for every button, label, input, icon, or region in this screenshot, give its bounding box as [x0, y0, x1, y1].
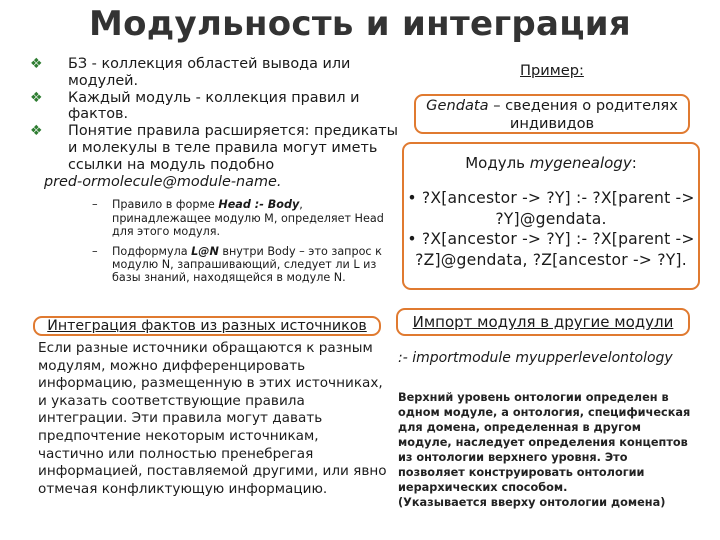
sub-bullet-em: Head :- Body: [218, 198, 300, 212]
bullet-text: БЗ - коллекция областей вывода или модулей.: [68, 56, 351, 89]
sub-bullet-pre: Правило в форме: [112, 198, 219, 212]
module-name: mygenealogy: [529, 154, 632, 172]
sub-bullet-item: [92, 245, 400, 285]
module-title: [404, 154, 698, 172]
diamond-bullet-icon: ❖: [30, 123, 43, 140]
module-rule: • ?X[ancestor -> ?Y] :- ?X[parent -> ?Z]@gendata, ?Z[ancestor -> ?Y].: [407, 230, 695, 269]
bullet-text: Каждый модуль - коллекция правил и фактов.: [68, 89, 360, 123]
pred-module-text: pred-ormolecule@module-name: [44, 173, 277, 190]
bullet-text: Понятие правила расширяется: предикаты и молекулы в теле правила могут иметь ссылки на модуль подобно: [68, 123, 399, 173]
bullet-item: [30, 56, 400, 90]
gendata-desc: – сведения о родителях индивидов: [488, 97, 678, 132]
dash-bullet-icon: –: [92, 198, 98, 212]
example-label: Пример:: [520, 62, 584, 79]
import-text-block: [398, 390, 698, 510]
integration-heading: Интеграция фактов из разных источников: [47, 318, 367, 334]
sub-bullet-item: [92, 198, 400, 238]
sub-bullet-em: L@N: [191, 244, 219, 258]
module-prefix: Модуль: [465, 154, 530, 172]
dash-bullet-icon: –: [92, 244, 98, 258]
import-heading-box: [396, 308, 690, 336]
sub-bullet-post: внутри Body – это запрос к модулю N, запрашивающий, следует ли L из базы знаний, находящейся в модуле N.: [112, 244, 382, 285]
import-note: (Указывается вверху онтологии домена): [398, 496, 666, 509]
import-command: :- importmodule myupperlevelontology: [398, 350, 673, 366]
bullet-list: [30, 56, 400, 285]
slide-title: Модульность и интеграция: [88, 4, 632, 44]
import-heading: Импорт модуля в другие модули: [412, 313, 674, 331]
integration-heading-box: [33, 316, 381, 336]
bullet-item: [30, 90, 400, 124]
diamond-bullet-icon: ❖: [30, 89, 43, 106]
module-box: [402, 142, 700, 290]
pred-module-line: [44, 174, 400, 191]
pred-module-suffix: .: [276, 173, 282, 190]
import-text: Верхний уровень онтологии определен в одном модуле, а онтология, специфическая для домена, определенная в другом модуле, наследует определения концептов из онтологии верхнего уровня. Это позволяет конструировать онтологии иерархических способом.: [398, 391, 691, 494]
integration-text: Если разные источники обращаются к разным модулям, можно дифференцировать информацию, размещенную в этих источниках, и указать соответствующие правила интеграции. Эти правила могут давать предпочтение некоторым источникам, частично или полностью пренебрегая информацией, поставляемой другими, или явно отмечая конфликтующую информацию.: [38, 340, 387, 497]
module-suffix: :: [631, 154, 637, 172]
sub-bullet-post: , принадлежащее модулю M, определяет Head для этого модуля.: [112, 198, 384, 239]
bullet-item: [30, 123, 400, 173]
gendata-name: Gendata: [426, 97, 489, 114]
diamond-bullet-icon: ❖: [30, 56, 43, 72]
sub-bullet-pre: Подформула: [112, 244, 192, 258]
module-rule: • ?X[ancestor -> ?Y] :- ?X[parent -> ?Y]@gendata.: [407, 189, 695, 228]
gendata-box: [414, 94, 690, 134]
